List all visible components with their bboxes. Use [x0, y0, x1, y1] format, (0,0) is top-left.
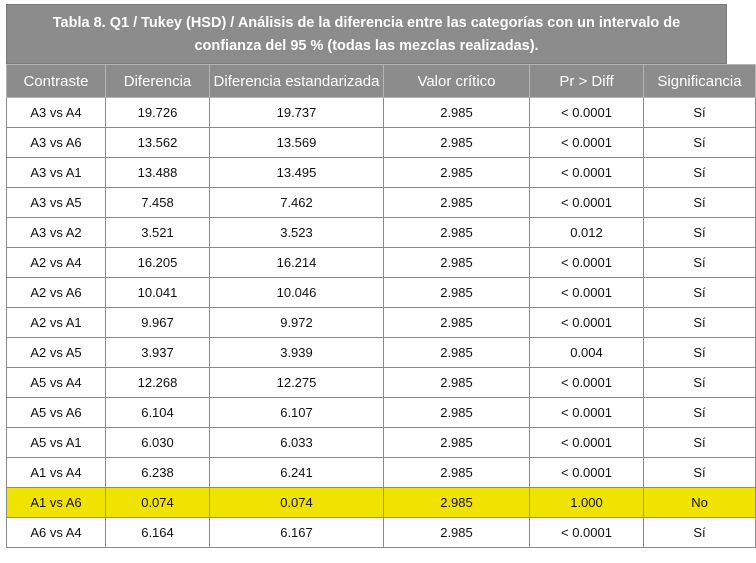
cell-contrast: A3 vs A5 [7, 188, 106, 218]
cell-significance: Sí [644, 398, 756, 428]
cell-p-value: < 0.0001 [530, 368, 644, 398]
header-valor-critico: Valor crítico [384, 65, 530, 98]
tukey-table [6, 64, 756, 548]
cell-significance: Sí [644, 518, 756, 548]
table-row [7, 488, 756, 518]
cell-difference: 6.104 [106, 398, 210, 428]
cell-standardized-difference: 13.495 [210, 158, 384, 188]
cell-critical-value: 2.985 [384, 488, 530, 518]
cell-difference: 13.488 [106, 158, 210, 188]
cell-difference: 0.074 [106, 488, 210, 518]
cell-critical-value: 2.985 [384, 518, 530, 548]
cell-contrast: A5 vs A4 [7, 368, 106, 398]
tukey-table-container [6, 4, 742, 548]
cell-difference: 6.238 [106, 458, 210, 488]
table-row [7, 458, 756, 488]
cell-contrast: A5 vs A6 [7, 398, 106, 428]
cell-difference: 10.041 [106, 278, 210, 308]
cell-standardized-difference: 6.167 [210, 518, 384, 548]
cell-standardized-difference: 13.569 [210, 128, 384, 158]
cell-contrast: A6 vs A4 [7, 518, 106, 548]
cell-standardized-difference: 6.241 [210, 458, 384, 488]
table-row [7, 368, 756, 398]
header-diferencia-estandarizada: Diferencia estandarizada [210, 65, 384, 98]
cell-difference: 6.030 [106, 428, 210, 458]
cell-p-value: < 0.0001 [530, 428, 644, 458]
cell-contrast: A3 vs A4 [7, 98, 106, 128]
cell-contrast: A2 vs A6 [7, 278, 106, 308]
cell-contrast: A2 vs A4 [7, 248, 106, 278]
cell-significance: Sí [644, 158, 756, 188]
table-row [7, 98, 756, 128]
cell-contrast: A3 vs A2 [7, 218, 106, 248]
cell-difference: 9.967 [106, 308, 210, 338]
cell-p-value: < 0.0001 [530, 248, 644, 278]
cell-standardized-difference: 10.046 [210, 278, 384, 308]
table-row [7, 158, 756, 188]
caption-line-2: confianza del 95 % (todas las mezclas realizadas). [194, 38, 539, 54]
header-pr-diff: Pr > Diff [530, 65, 644, 98]
cell-critical-value: 2.985 [384, 428, 530, 458]
table-row [7, 398, 756, 428]
cell-contrast: A2 vs A1 [7, 308, 106, 338]
cell-significance: Sí [644, 428, 756, 458]
cell-standardized-difference: 6.107 [210, 398, 384, 428]
table-row [7, 188, 756, 218]
cell-difference: 16.205 [106, 248, 210, 278]
cell-difference: 3.937 [106, 338, 210, 368]
cell-significance: No [644, 488, 756, 518]
header-diferencia: Diferencia [106, 65, 210, 98]
cell-standardized-difference: 6.033 [210, 428, 384, 458]
cell-difference: 13.562 [106, 128, 210, 158]
cell-contrast: A2 vs A5 [7, 338, 106, 368]
cell-p-value: 0.004 [530, 338, 644, 368]
cell-difference: 7.458 [106, 188, 210, 218]
cell-critical-value: 2.985 [384, 218, 530, 248]
cell-standardized-difference: 3.523 [210, 218, 384, 248]
cell-contrast: A1 vs A6 [7, 488, 106, 518]
cell-critical-value: 2.985 [384, 188, 530, 218]
header-contraste: Contraste [7, 65, 106, 98]
cell-standardized-difference: 7.462 [210, 188, 384, 218]
caption-line-1: Tabla 8. Q1 / Tukey (HSD) / Análisis de la diferencia entre las categorías con un intervalo de [52, 15, 681, 31]
cell-significance: Sí [644, 308, 756, 338]
cell-significance: Sí [644, 128, 756, 158]
cell-standardized-difference: 0.074 [210, 488, 384, 518]
cell-significance: Sí [644, 188, 756, 218]
cell-p-value: < 0.0001 [530, 128, 644, 158]
cell-critical-value: 2.985 [384, 338, 530, 368]
cell-critical-value: 2.985 [384, 248, 530, 278]
cell-critical-value: 2.985 [384, 98, 530, 128]
table-row [7, 338, 756, 368]
cell-significance: Sí [644, 458, 756, 488]
cell-standardized-difference: 9.972 [210, 308, 384, 338]
table-row [7, 248, 756, 278]
cell-p-value: < 0.0001 [530, 98, 644, 128]
cell-significance: Sí [644, 218, 756, 248]
cell-significance: Sí [644, 278, 756, 308]
cell-contrast: A3 vs A1 [7, 158, 106, 188]
table-row [7, 518, 756, 548]
cell-p-value: < 0.0001 [530, 158, 644, 188]
cell-p-value: < 0.0001 [530, 278, 644, 308]
cell-critical-value: 2.985 [384, 308, 530, 338]
cell-critical-value: 2.985 [384, 128, 530, 158]
cell-contrast: A3 vs A6 [7, 128, 106, 158]
table-row [7, 308, 756, 338]
table-row [7, 428, 756, 458]
cell-difference: 6.164 [106, 518, 210, 548]
cell-p-value: 0.012 [530, 218, 644, 248]
cell-standardized-difference: 3.939 [210, 338, 384, 368]
cell-significance: Sí [644, 338, 756, 368]
table-row [7, 218, 756, 248]
cell-p-value: < 0.0001 [530, 398, 644, 428]
cell-critical-value: 2.985 [384, 368, 530, 398]
header-significancia: Significancia [644, 65, 756, 98]
cell-difference: 12.268 [106, 368, 210, 398]
cell-contrast: A5 vs A1 [7, 428, 106, 458]
cell-critical-value: 2.985 [384, 278, 530, 308]
cell-standardized-difference: 12.275 [210, 368, 384, 398]
cell-p-value: < 0.0001 [530, 458, 644, 488]
cell-difference: 19.726 [106, 98, 210, 128]
table-row [7, 128, 756, 158]
cell-significance: Sí [644, 248, 756, 278]
cell-critical-value: 2.985 [384, 458, 530, 488]
cell-p-value: < 0.0001 [530, 188, 644, 218]
cell-significance: Sí [644, 98, 756, 128]
header-row [7, 65, 756, 98]
cell-significance: Sí [644, 368, 756, 398]
cell-critical-value: 2.985 [384, 398, 530, 428]
table-body [7, 98, 756, 548]
cell-p-value: < 0.0001 [530, 518, 644, 548]
table-caption [6, 4, 727, 64]
cell-p-value: 1.000 [530, 488, 644, 518]
table-row [7, 278, 756, 308]
cell-p-value: < 0.0001 [530, 308, 644, 338]
cell-standardized-difference: 16.214 [210, 248, 384, 278]
cell-critical-value: 2.985 [384, 158, 530, 188]
cell-standardized-difference: 19.737 [210, 98, 384, 128]
cell-contrast: A1 vs A4 [7, 458, 106, 488]
cell-difference: 3.521 [106, 218, 210, 248]
